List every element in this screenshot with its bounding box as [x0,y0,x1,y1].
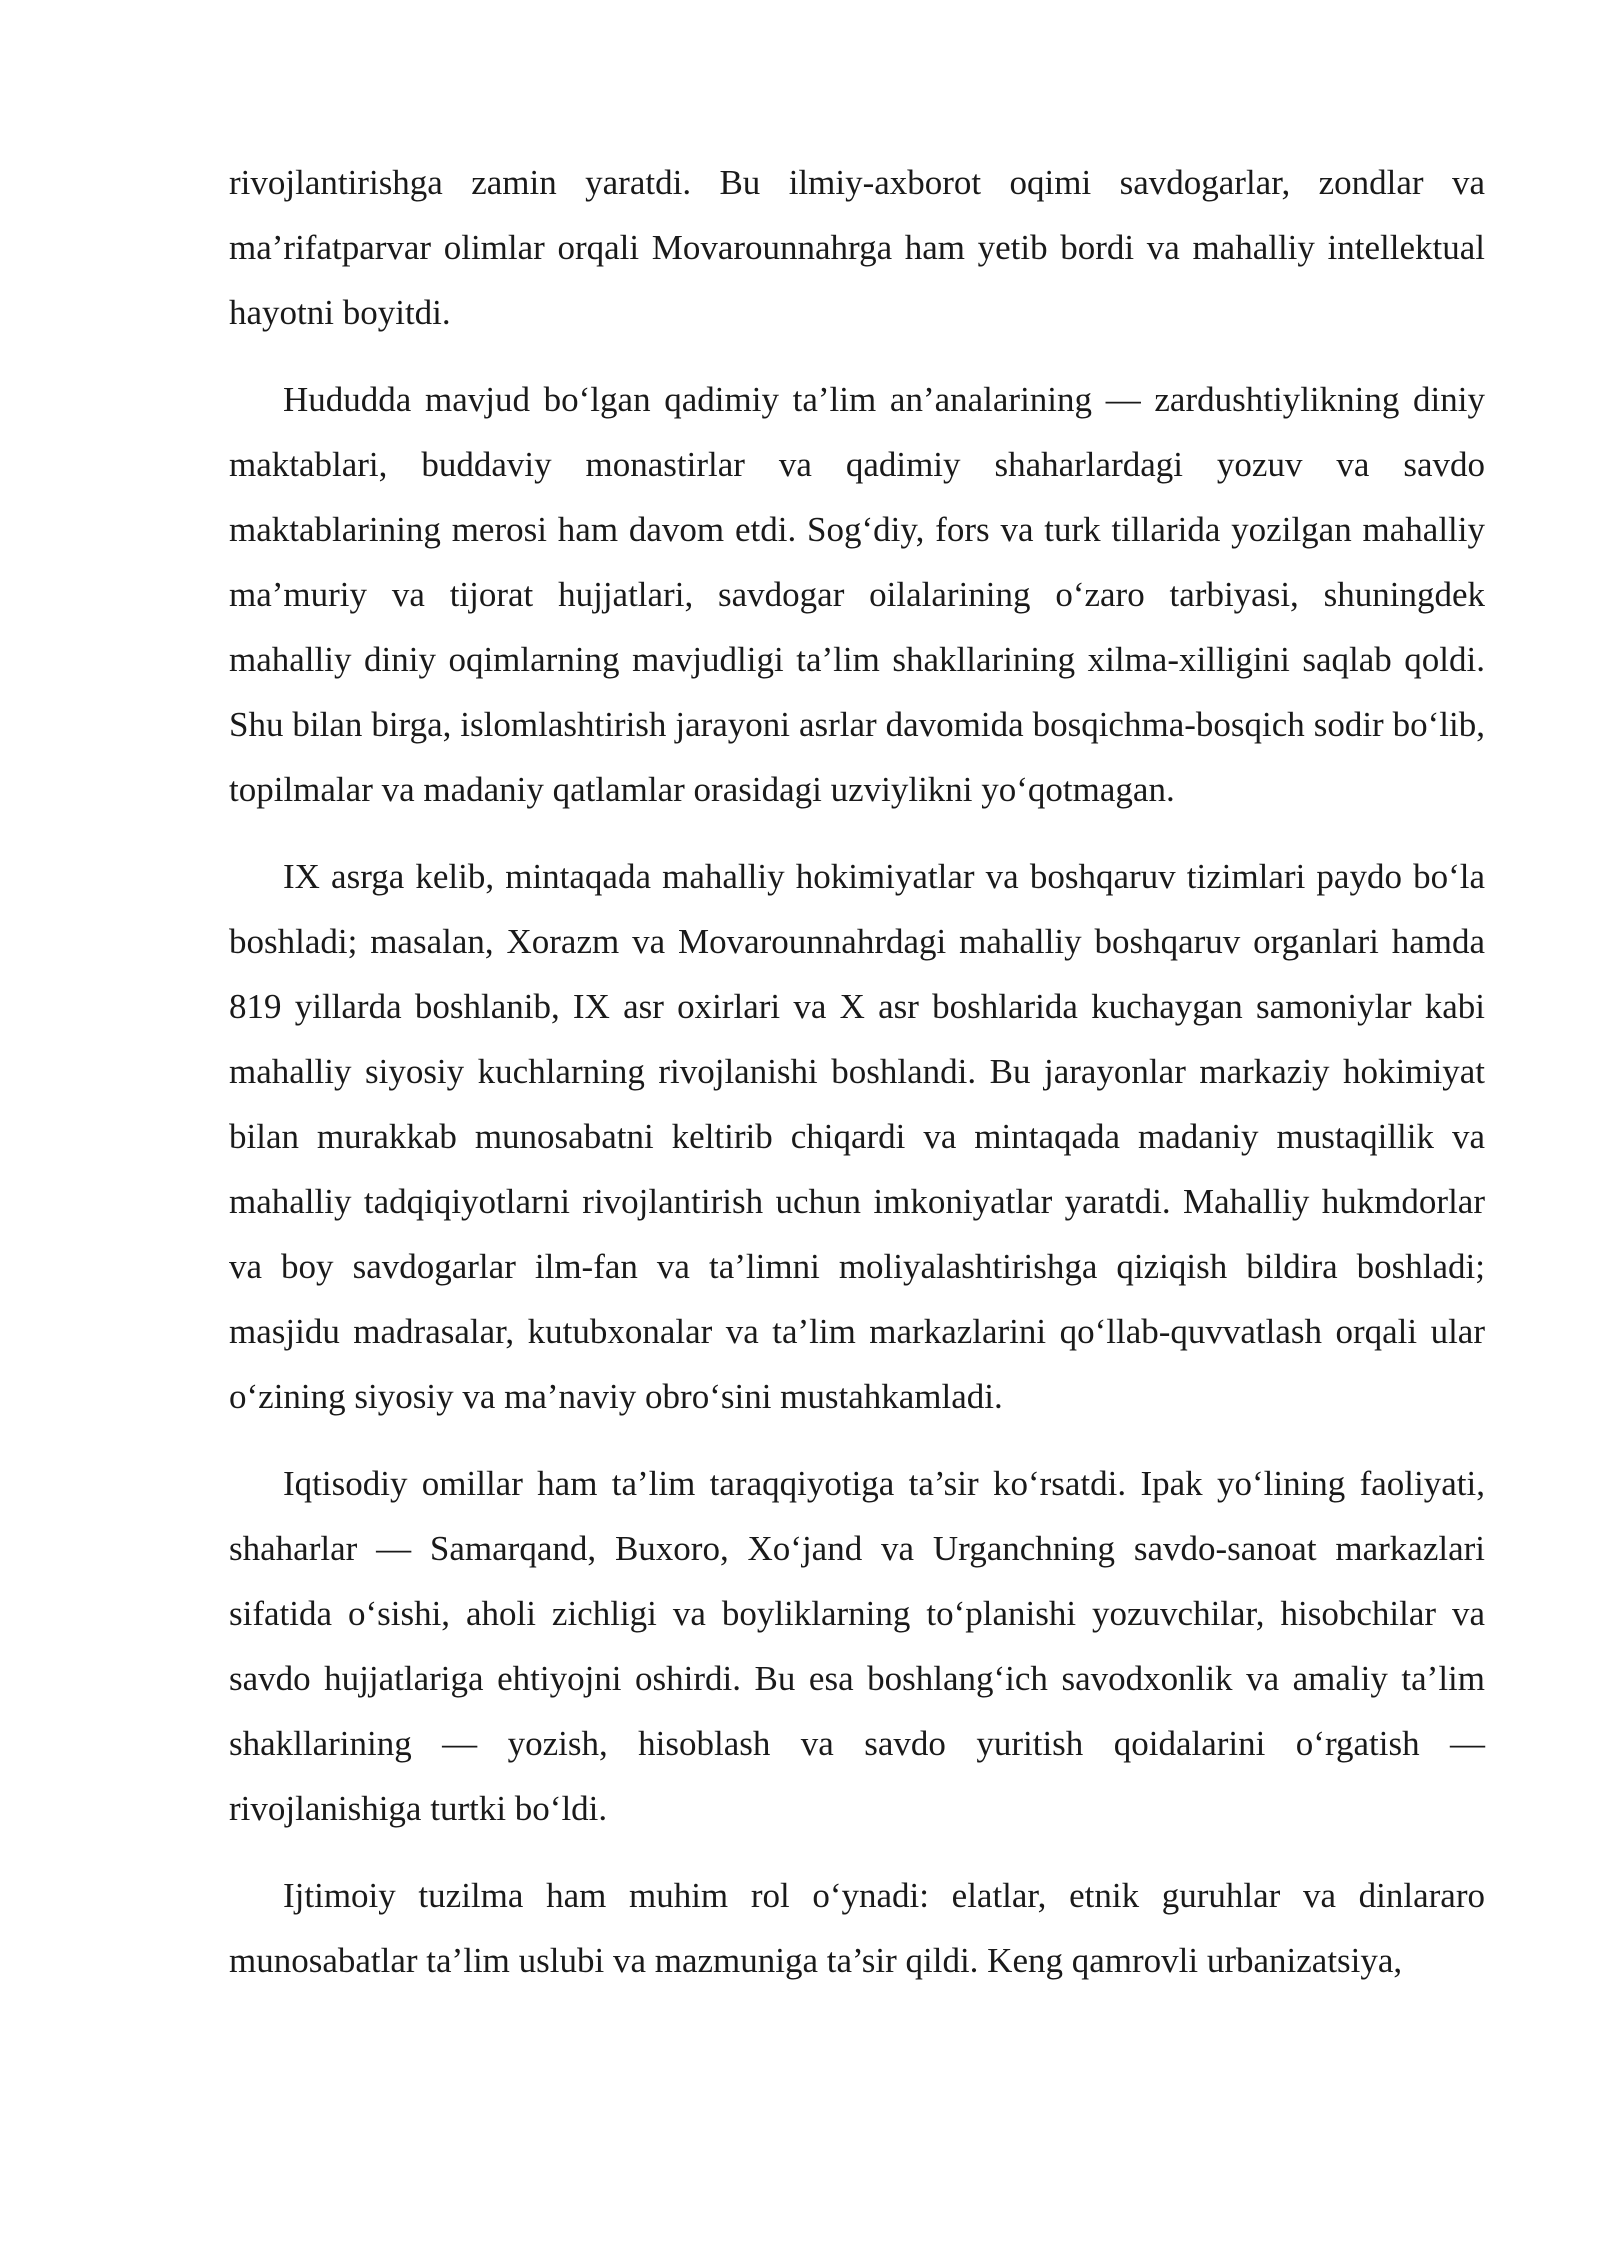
paragraph-4: Iqtisodiy omillar ham ta’lim taraqqiyotiga ta’sir ko‘rsatdi. Ipak yo‘lining faoliyati, shaharlar — Samarqand, Buxoro, Xo‘jand va Urganchning savdo-sanoat markazlari sifatida o‘sishi, aholi zichligi va boyliklarning to‘planishi yozuvchilar, hisobchilar va savdo hujjatlariga ehtiyojni oshirdi. Bu esa boshlang‘ich savodxonlik va amaliy ta’lim shakllarining — yozish, hisoblash va savdo yuritish qoidalarini o‘rgatish — rivojlanishiga turtki bo‘ldi. [229,1464,1485,1828]
document-body [229,150,1485,2015]
paragraph-1: rivojlantirishga zamin yaratdi. Bu ilmiy-axborot oqimi savdogarlar, zondlar va ma’rifatparvar olimlar orqali Movarounnahrga ham yetib bordi va mahalliy intellektual hayotni boyitdi. [229,163,1485,332]
paragraph-3: IX asrga kelib, mintaqada mahalliy hokimiyatlar va boshqaruv tizimlari paydo bo‘la boshladi; masalan, Xorazm va Movarounnahrdagi mahalliy boshqaruv organlari hamda 819 yillarda boshlanib, IX asr oxirlari va X asr boshlarida kuchaygan samoniylar kabi mahalliy siyosiy kuchlarning rivojlanishi boshlandi. Bu jarayonlar markaziy hokimiyat bilan murakkab munosabatni keltirib chiqardi va mintaqada madaniy mustaqillik va mahalliy tadqiqiyotlarni rivojlantirish uchun imkoniyatlar yaratdi. Mahalliy hukmdorlar va boy savdogarlar ilm-fan va ta’limni moliyalashtirishga qiziqish bildira boshladi; masjidu madrasalar, kutubxonalar va ta’lim markazlarini qo‘llab-quvvatlash orqali ular o‘zining siyosiy va ma’naviy obro‘sini mustahkamladi. [229,857,1485,1416]
paragraph-2: Hududda mavjud bo‘lgan qadimiy ta’lim an’analarining — zardushtiylikning diniy maktablari, buddaviy monastirlar va qadimiy shaharlardagi yozuv va savdo maktablarining merosi ham davom etdi. Sog‘diy, fors va turk tillarida yozilgan mahalliy ma’muriy va tijorat hujjatlari, savdogar oilalarining o‘zaro tarbiyasi, shuningdek mahalliy diniy oqimlarning mavjudligi ta’lim shakllarining xilma-xilligini saqlab qoldi. Shu bilan birga, islomlashtirish jarayoni asrlar davomida bosqichma-bosqich sodir bo‘lib, topilmalar va madaniy qatlamlar orasidagi uzviylikni yo‘qotmagan. [229,380,1485,809]
paragraph-5: Ijtimoiy tuzilma ham muhim rol o‘ynadi: elatlar, etnik guruhlar va dinlararo munosabatlar ta’lim uslubi va mazmuniga ta’sir qildi. Keng qamrovli urbanizatsiya, [229,1876,1485,1980]
